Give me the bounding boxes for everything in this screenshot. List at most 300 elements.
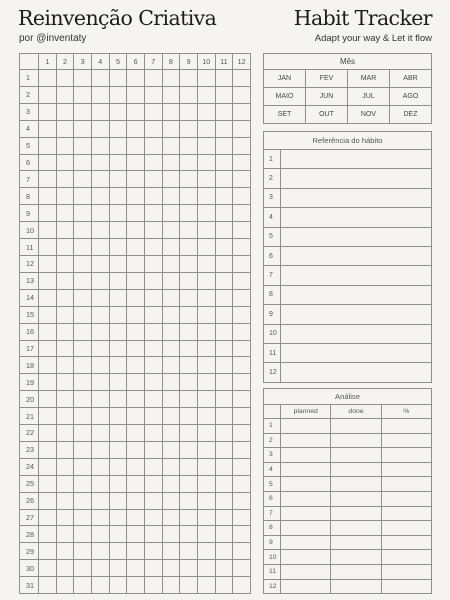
tracker-check-cell[interactable]	[127, 222, 145, 239]
tracker-check-cell[interactable]	[91, 408, 109, 425]
tracker-check-cell[interactable]	[74, 70, 92, 87]
tracker-check-cell[interactable]	[215, 577, 233, 594]
analysis-value-field[interactable]	[381, 477, 431, 492]
analysis-value-field[interactable]	[331, 535, 381, 550]
tracker-check-cell[interactable]	[56, 526, 74, 543]
tracker-check-cell[interactable]	[180, 137, 198, 154]
tracker-check-cell[interactable]	[91, 289, 109, 306]
tracker-check-cell[interactable]	[215, 255, 233, 272]
tracker-check-cell[interactable]	[162, 441, 180, 458]
tracker-check-cell[interactable]	[215, 171, 233, 188]
tracker-check-cell[interactable]	[56, 70, 74, 87]
month-option[interactable]: ABR	[390, 70, 432, 88]
tracker-check-cell[interactable]	[91, 70, 109, 87]
tracker-check-cell[interactable]	[162, 408, 180, 425]
tracker-check-cell[interactable]	[74, 205, 92, 222]
tracker-check-cell[interactable]	[56, 475, 74, 492]
tracker-check-cell[interactable]	[233, 239, 251, 256]
tracker-check-cell[interactable]	[39, 526, 57, 543]
tracker-check-cell[interactable]	[233, 255, 251, 272]
tracker-check-cell[interactable]	[180, 120, 198, 137]
tracker-check-cell[interactable]	[109, 137, 127, 154]
tracker-check-cell[interactable]	[233, 509, 251, 526]
month-option[interactable]: JAN	[264, 70, 306, 88]
tracker-check-cell[interactable]	[215, 70, 233, 87]
analysis-value-field[interactable]	[281, 521, 331, 536]
tracker-check-cell[interactable]	[127, 255, 145, 272]
tracker-check-cell[interactable]	[215, 86, 233, 103]
tracker-check-cell[interactable]	[74, 171, 92, 188]
tracker-check-cell[interactable]	[74, 458, 92, 475]
tracker-check-cell[interactable]	[91, 340, 109, 357]
tracker-check-cell[interactable]	[109, 323, 127, 340]
tracker-check-cell[interactable]	[215, 492, 233, 509]
tracker-check-cell[interactable]	[39, 289, 57, 306]
tracker-check-cell[interactable]	[127, 391, 145, 408]
tracker-check-cell[interactable]	[109, 70, 127, 87]
tracker-check-cell[interactable]	[91, 526, 109, 543]
tracker-check-cell[interactable]	[180, 408, 198, 425]
tracker-check-cell[interactable]	[233, 188, 251, 205]
tracker-check-cell[interactable]	[197, 272, 215, 289]
analysis-value-field[interactable]	[381, 521, 431, 536]
analysis-value-field[interactable]	[281, 477, 331, 492]
tracker-check-cell[interactable]	[162, 222, 180, 239]
tracker-check-cell[interactable]	[109, 255, 127, 272]
tracker-check-cell[interactable]	[180, 509, 198, 526]
tracker-check-cell[interactable]	[109, 475, 127, 492]
tracker-check-cell[interactable]	[56, 239, 74, 256]
tracker-check-cell[interactable]	[215, 205, 233, 222]
analysis-value-field[interactable]	[331, 491, 381, 506]
tracker-check-cell[interactable]	[56, 154, 74, 171]
tracker-check-cell[interactable]	[109, 154, 127, 171]
tracker-check-cell[interactable]	[233, 171, 251, 188]
tracker-check-cell[interactable]	[74, 475, 92, 492]
analysis-value-field[interactable]	[281, 433, 331, 448]
tracker-check-cell[interactable]	[144, 137, 162, 154]
tracker-check-cell[interactable]	[91, 255, 109, 272]
tracker-check-cell[interactable]	[39, 577, 57, 594]
tracker-check-cell[interactable]	[215, 137, 233, 154]
analysis-value-field[interactable]	[281, 535, 331, 550]
tracker-check-cell[interactable]	[162, 86, 180, 103]
tracker-check-cell[interactable]	[162, 171, 180, 188]
tracker-check-cell[interactable]	[127, 492, 145, 509]
tracker-check-cell[interactable]	[56, 492, 74, 509]
tracker-check-cell[interactable]	[74, 441, 92, 458]
tracker-check-cell[interactable]	[39, 441, 57, 458]
tracker-check-cell[interactable]	[144, 154, 162, 171]
tracker-check-cell[interactable]	[56, 272, 74, 289]
tracker-check-cell[interactable]	[197, 239, 215, 256]
analysis-value-field[interactable]	[381, 579, 431, 594]
tracker-check-cell[interactable]	[144, 425, 162, 442]
habit-name-field[interactable]	[281, 343, 432, 362]
tracker-check-cell[interactable]	[233, 222, 251, 239]
tracker-check-cell[interactable]	[162, 475, 180, 492]
analysis-value-field[interactable]	[331, 506, 381, 521]
tracker-check-cell[interactable]	[144, 543, 162, 560]
tracker-check-cell[interactable]	[233, 408, 251, 425]
tracker-check-cell[interactable]	[233, 441, 251, 458]
tracker-check-cell[interactable]	[197, 475, 215, 492]
tracker-check-cell[interactable]	[180, 171, 198, 188]
tracker-check-cell[interactable]	[180, 70, 198, 87]
analysis-value-field[interactable]	[281, 419, 331, 434]
habit-name-field[interactable]	[281, 324, 432, 343]
tracker-check-cell[interactable]	[162, 103, 180, 120]
tracker-check-cell[interactable]	[127, 340, 145, 357]
tracker-check-cell[interactable]	[197, 391, 215, 408]
tracker-check-cell[interactable]	[197, 425, 215, 442]
tracker-check-cell[interactable]	[180, 86, 198, 103]
tracker-check-cell[interactable]	[144, 408, 162, 425]
tracker-check-cell[interactable]	[39, 103, 57, 120]
tracker-check-cell[interactable]	[233, 103, 251, 120]
tracker-check-cell[interactable]	[39, 137, 57, 154]
tracker-check-cell[interactable]	[215, 408, 233, 425]
tracker-check-cell[interactable]	[215, 340, 233, 357]
tracker-check-cell[interactable]	[39, 272, 57, 289]
tracker-check-cell[interactable]	[109, 306, 127, 323]
analysis-value-field[interactable]	[331, 419, 381, 434]
tracker-check-cell[interactable]	[162, 492, 180, 509]
tracker-check-cell[interactable]	[56, 323, 74, 340]
tracker-check-cell[interactable]	[74, 103, 92, 120]
tracker-check-cell[interactable]	[127, 374, 145, 391]
tracker-check-cell[interactable]	[180, 391, 198, 408]
tracker-check-cell[interactable]	[197, 458, 215, 475]
month-option[interactable]: MAR	[348, 70, 390, 88]
tracker-check-cell[interactable]	[109, 543, 127, 560]
analysis-value-field[interactable]	[381, 506, 431, 521]
tracker-check-cell[interactable]	[91, 188, 109, 205]
tracker-check-cell[interactable]	[144, 391, 162, 408]
tracker-check-cell[interactable]	[197, 357, 215, 374]
analysis-value-field[interactable]	[331, 521, 381, 536]
tracker-check-cell[interactable]	[144, 222, 162, 239]
analysis-value-field[interactable]	[331, 550, 381, 565]
tracker-check-cell[interactable]	[56, 340, 74, 357]
tracker-check-cell[interactable]	[127, 526, 145, 543]
habit-name-field[interactable]	[281, 227, 432, 246]
tracker-check-cell[interactable]	[180, 255, 198, 272]
tracker-check-cell[interactable]	[180, 340, 198, 357]
tracker-check-cell[interactable]	[180, 374, 198, 391]
tracker-check-cell[interactable]	[91, 509, 109, 526]
tracker-check-cell[interactable]	[197, 509, 215, 526]
tracker-check-cell[interactable]	[180, 543, 198, 560]
tracker-check-cell[interactable]	[215, 543, 233, 560]
tracker-check-cell[interactable]	[162, 323, 180, 340]
tracker-check-cell[interactable]	[144, 492, 162, 509]
tracker-check-cell[interactable]	[144, 255, 162, 272]
tracker-check-cell[interactable]	[74, 577, 92, 594]
tracker-check-cell[interactable]	[215, 272, 233, 289]
tracker-check-cell[interactable]	[144, 239, 162, 256]
month-option[interactable]: DEZ	[390, 106, 432, 124]
tracker-check-cell[interactable]	[197, 103, 215, 120]
tracker-check-cell[interactable]	[180, 205, 198, 222]
tracker-check-cell[interactable]	[162, 425, 180, 442]
tracker-check-cell[interactable]	[197, 526, 215, 543]
tracker-check-cell[interactable]	[197, 441, 215, 458]
tracker-check-cell[interactable]	[39, 458, 57, 475]
tracker-check-cell[interactable]	[215, 391, 233, 408]
tracker-check-cell[interactable]	[162, 120, 180, 137]
tracker-check-cell[interactable]	[39, 171, 57, 188]
tracker-check-cell[interactable]	[215, 154, 233, 171]
tracker-check-cell[interactable]	[197, 154, 215, 171]
tracker-check-cell[interactable]	[215, 103, 233, 120]
tracker-check-cell[interactable]	[233, 577, 251, 594]
tracker-check-cell[interactable]	[56, 255, 74, 272]
tracker-check-cell[interactable]	[74, 137, 92, 154]
tracker-check-cell[interactable]	[109, 509, 127, 526]
tracker-check-cell[interactable]	[56, 103, 74, 120]
tracker-check-cell[interactable]	[39, 391, 57, 408]
tracker-check-cell[interactable]	[180, 154, 198, 171]
tracker-check-cell[interactable]	[233, 272, 251, 289]
tracker-check-cell[interactable]	[91, 171, 109, 188]
tracker-check-cell[interactable]	[127, 103, 145, 120]
tracker-check-cell[interactable]	[233, 374, 251, 391]
habit-name-field[interactable]	[281, 285, 432, 304]
tracker-check-cell[interactable]	[197, 222, 215, 239]
tracker-check-cell[interactable]	[197, 86, 215, 103]
tracker-check-cell[interactable]	[127, 509, 145, 526]
month-option[interactable]: NOV	[348, 106, 390, 124]
tracker-check-cell[interactable]	[56, 408, 74, 425]
tracker-check-cell[interactable]	[39, 86, 57, 103]
tracker-check-cell[interactable]	[74, 425, 92, 442]
tracker-check-cell[interactable]	[233, 154, 251, 171]
tracker-check-cell[interactable]	[127, 408, 145, 425]
tracker-check-cell[interactable]	[74, 391, 92, 408]
tracker-check-cell[interactable]	[162, 188, 180, 205]
tracker-check-cell[interactable]	[180, 272, 198, 289]
tracker-check-cell[interactable]	[180, 492, 198, 509]
analysis-value-field[interactable]	[331, 448, 381, 463]
tracker-check-cell[interactable]	[233, 340, 251, 357]
tracker-check-cell[interactable]	[91, 475, 109, 492]
tracker-check-cell[interactable]	[233, 475, 251, 492]
tracker-check-cell[interactable]	[180, 188, 198, 205]
tracker-check-cell[interactable]	[74, 120, 92, 137]
tracker-check-cell[interactable]	[39, 154, 57, 171]
tracker-check-cell[interactable]	[56, 391, 74, 408]
tracker-check-cell[interactable]	[233, 205, 251, 222]
tracker-check-cell[interactable]	[215, 239, 233, 256]
tracker-check-cell[interactable]	[91, 492, 109, 509]
tracker-check-cell[interactable]	[197, 137, 215, 154]
tracker-check-cell[interactable]	[233, 323, 251, 340]
tracker-check-cell[interactable]	[91, 272, 109, 289]
tracker-check-cell[interactable]	[39, 492, 57, 509]
tracker-check-cell[interactable]	[109, 458, 127, 475]
habit-name-field[interactable]	[281, 169, 432, 188]
tracker-check-cell[interactable]	[197, 543, 215, 560]
tracker-check-cell[interactable]	[197, 255, 215, 272]
tracker-check-cell[interactable]	[180, 222, 198, 239]
tracker-check-cell[interactable]	[144, 374, 162, 391]
tracker-check-cell[interactable]	[91, 306, 109, 323]
tracker-check-cell[interactable]	[197, 340, 215, 357]
tracker-check-cell[interactable]	[56, 86, 74, 103]
tracker-check-cell[interactable]	[109, 391, 127, 408]
tracker-check-cell[interactable]	[91, 441, 109, 458]
tracker-check-cell[interactable]	[215, 509, 233, 526]
tracker-check-cell[interactable]	[109, 441, 127, 458]
tracker-check-cell[interactable]	[127, 120, 145, 137]
month-option[interactable]: AGO	[390, 88, 432, 106]
tracker-check-cell[interactable]	[109, 272, 127, 289]
tracker-check-cell[interactable]	[74, 509, 92, 526]
tracker-check-cell[interactable]	[144, 171, 162, 188]
tracker-check-cell[interactable]	[233, 543, 251, 560]
tracker-check-cell[interactable]	[215, 526, 233, 543]
habit-name-field[interactable]	[281, 305, 432, 324]
habit-name-field[interactable]	[281, 188, 432, 207]
tracker-check-cell[interactable]	[233, 306, 251, 323]
tracker-check-cell[interactable]	[144, 188, 162, 205]
tracker-check-cell[interactable]	[162, 458, 180, 475]
tracker-check-cell[interactable]	[127, 323, 145, 340]
tracker-check-cell[interactable]	[162, 205, 180, 222]
tracker-check-cell[interactable]	[127, 306, 145, 323]
tracker-check-cell[interactable]	[127, 441, 145, 458]
tracker-check-cell[interactable]	[109, 357, 127, 374]
tracker-check-cell[interactable]	[197, 560, 215, 577]
tracker-check-cell[interactable]	[56, 441, 74, 458]
tracker-check-cell[interactable]	[39, 509, 57, 526]
tracker-check-cell[interactable]	[162, 272, 180, 289]
tracker-check-cell[interactable]	[162, 255, 180, 272]
habit-name-field[interactable]	[281, 266, 432, 285]
tracker-check-cell[interactable]	[144, 120, 162, 137]
tracker-check-cell[interactable]	[39, 205, 57, 222]
tracker-check-cell[interactable]	[56, 171, 74, 188]
tracker-check-cell[interactable]	[127, 205, 145, 222]
analysis-value-field[interactable]	[331, 579, 381, 594]
tracker-check-cell[interactable]	[144, 272, 162, 289]
month-option[interactable]: JUL	[348, 88, 390, 106]
analysis-value-field[interactable]	[281, 564, 331, 579]
tracker-check-cell[interactable]	[233, 357, 251, 374]
tracker-check-cell[interactable]	[144, 103, 162, 120]
tracker-check-cell[interactable]	[197, 205, 215, 222]
tracker-check-cell[interactable]	[109, 239, 127, 256]
tracker-check-cell[interactable]	[180, 103, 198, 120]
tracker-check-cell[interactable]	[74, 323, 92, 340]
analysis-value-field[interactable]	[381, 491, 431, 506]
tracker-check-cell[interactable]	[74, 239, 92, 256]
tracker-check-cell[interactable]	[162, 357, 180, 374]
tracker-check-cell[interactable]	[56, 205, 74, 222]
tracker-check-cell[interactable]	[127, 171, 145, 188]
analysis-value-field[interactable]	[331, 477, 381, 492]
tracker-check-cell[interactable]	[127, 357, 145, 374]
tracker-check-cell[interactable]	[74, 255, 92, 272]
tracker-check-cell[interactable]	[91, 222, 109, 239]
tracker-check-cell[interactable]	[56, 577, 74, 594]
tracker-check-cell[interactable]	[109, 577, 127, 594]
tracker-check-cell[interactable]	[91, 543, 109, 560]
tracker-check-cell[interactable]	[74, 154, 92, 171]
tracker-check-cell[interactable]	[39, 408, 57, 425]
tracker-check-cell[interactable]	[91, 357, 109, 374]
tracker-check-cell[interactable]	[233, 137, 251, 154]
habit-name-field[interactable]	[281, 208, 432, 227]
tracker-check-cell[interactable]	[39, 255, 57, 272]
tracker-check-cell[interactable]	[109, 205, 127, 222]
analysis-value-field[interactable]	[281, 506, 331, 521]
tracker-check-cell[interactable]	[109, 492, 127, 509]
tracker-check-cell[interactable]	[74, 86, 92, 103]
tracker-check-cell[interactable]	[180, 357, 198, 374]
tracker-check-cell[interactable]	[39, 239, 57, 256]
tracker-check-cell[interactable]	[180, 475, 198, 492]
tracker-check-cell[interactable]	[233, 86, 251, 103]
tracker-check-cell[interactable]	[215, 120, 233, 137]
analysis-value-field[interactable]	[281, 550, 331, 565]
tracker-check-cell[interactable]	[233, 560, 251, 577]
tracker-check-cell[interactable]	[197, 408, 215, 425]
tracker-check-cell[interactable]	[91, 205, 109, 222]
tracker-check-cell[interactable]	[109, 171, 127, 188]
month-option[interactable]: OUT	[306, 106, 348, 124]
analysis-value-field[interactable]	[281, 491, 331, 506]
analysis-value-field[interactable]	[331, 564, 381, 579]
tracker-check-cell[interactable]	[197, 323, 215, 340]
tracker-check-cell[interactable]	[215, 441, 233, 458]
tracker-check-cell[interactable]	[39, 543, 57, 560]
tracker-check-cell[interactable]	[74, 526, 92, 543]
tracker-check-cell[interactable]	[39, 357, 57, 374]
tracker-check-cell[interactable]	[39, 560, 57, 577]
tracker-check-cell[interactable]	[109, 103, 127, 120]
tracker-check-cell[interactable]	[215, 306, 233, 323]
month-option[interactable]: MAIO	[264, 88, 306, 106]
tracker-check-cell[interactable]	[74, 374, 92, 391]
tracker-check-cell[interactable]	[91, 137, 109, 154]
tracker-check-cell[interactable]	[56, 509, 74, 526]
analysis-value-field[interactable]	[381, 535, 431, 550]
tracker-check-cell[interactable]	[215, 458, 233, 475]
tracker-check-cell[interactable]	[109, 374, 127, 391]
habit-name-field[interactable]	[281, 150, 432, 169]
tracker-check-cell[interactable]	[127, 137, 145, 154]
tracker-check-cell[interactable]	[197, 289, 215, 306]
tracker-check-cell[interactable]	[39, 120, 57, 137]
tracker-check-cell[interactable]	[144, 70, 162, 87]
analysis-value-field[interactable]	[331, 433, 381, 448]
tracker-check-cell[interactable]	[127, 475, 145, 492]
tracker-check-cell[interactable]	[215, 357, 233, 374]
tracker-check-cell[interactable]	[39, 323, 57, 340]
tracker-check-cell[interactable]	[109, 340, 127, 357]
tracker-check-cell[interactable]	[180, 577, 198, 594]
tracker-check-cell[interactable]	[56, 306, 74, 323]
tracker-check-cell[interactable]	[233, 289, 251, 306]
tracker-check-cell[interactable]	[233, 526, 251, 543]
tracker-check-cell[interactable]	[215, 188, 233, 205]
tracker-check-cell[interactable]	[91, 120, 109, 137]
tracker-check-cell[interactable]	[180, 323, 198, 340]
tracker-check-cell[interactable]	[197, 492, 215, 509]
tracker-check-cell[interactable]	[215, 374, 233, 391]
